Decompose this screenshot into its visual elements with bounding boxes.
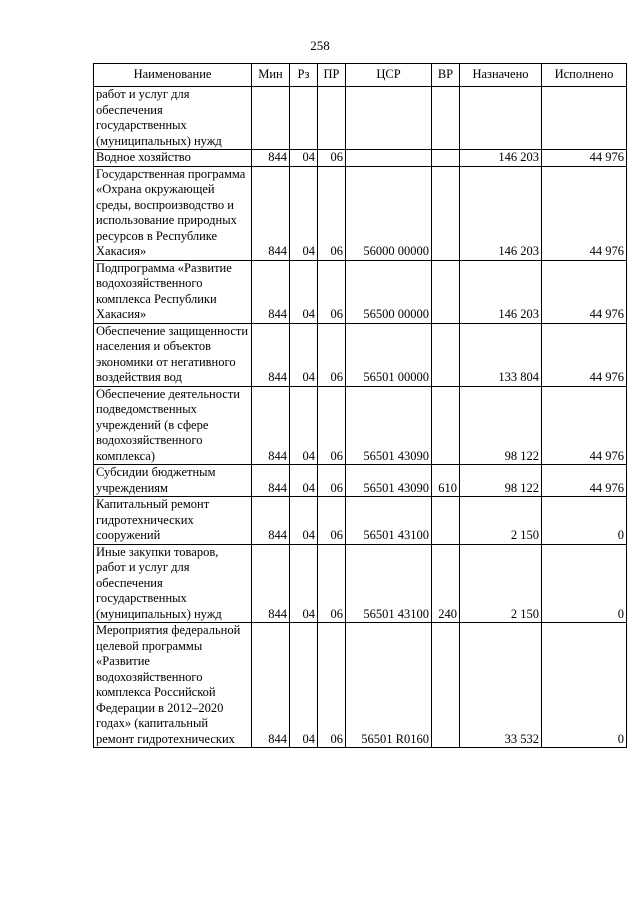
col-header-vr: ВР: [432, 64, 460, 87]
table-row: [94, 497, 627, 545]
cell-rz: 04: [290, 166, 318, 260]
cell-pr: 06: [318, 465, 346, 497]
cell-pr: 06: [318, 260, 346, 323]
cell-vr: [432, 166, 460, 260]
cell-vr: [432, 150, 460, 167]
cell-vr: [432, 323, 460, 386]
cell-rz: [290, 87, 318, 150]
cell-executed: 44 976: [542, 166, 627, 260]
cell-name: Мероприятия федеральной целевой программы «Развитие водохозяйственного комплекса Российской Федерации в 2012–2020 годах» (капитальный ремонт гидротехнических: [94, 623, 252, 748]
cell-vr: [432, 87, 460, 150]
cell-vr: [432, 497, 460, 545]
cell-pr: [318, 87, 346, 150]
cell-csr: 56501 43090: [346, 465, 432, 497]
cell-min: 844: [252, 323, 290, 386]
cell-rz: 04: [290, 386, 318, 465]
cell-rz: 04: [290, 260, 318, 323]
cell-min: 844: [252, 465, 290, 497]
table-row: [94, 150, 627, 167]
cell-name: Обеспечение деятельности подведомственных учреждений (в сфере водохозяйственного комплекса): [94, 386, 252, 465]
cell-csr: 56501 R0160: [346, 623, 432, 748]
cell-name: Иные закупки товаров, работ и услуг для обеспечения государственных (муниципальных) нужд: [94, 544, 252, 623]
cell-name: Обеспечение защищенности населения и объектов экономики от негативного воздействия вод: [94, 323, 252, 386]
cell-csr: 56500 00000: [346, 260, 432, 323]
cell-executed: 0: [542, 623, 627, 748]
cell-rz: 04: [290, 323, 318, 386]
cell-min: 844: [252, 260, 290, 323]
col-header-rz: Рз: [290, 64, 318, 87]
cell-pr: 06: [318, 166, 346, 260]
cell-assigned: 33 532: [460, 623, 542, 748]
col-header-min: Мин: [252, 64, 290, 87]
cell-vr: 610: [432, 465, 460, 497]
cell-min: 844: [252, 150, 290, 167]
cell-csr: [346, 87, 432, 150]
cell-name: Государственная программа «Охрана окружающей среды, воспроизводство и использование природных ресурсов в Республике Хакасия»: [94, 166, 252, 260]
cell-executed: 44 976: [542, 465, 627, 497]
cell-assigned: [460, 87, 542, 150]
cell-pr: 06: [318, 323, 346, 386]
cell-name: Капитальный ремонт гидротехнических сооружений: [94, 497, 252, 545]
cell-pr: 06: [318, 386, 346, 465]
cell-pr: 06: [318, 544, 346, 623]
cell-pr: 06: [318, 623, 346, 748]
table-row: [94, 623, 627, 748]
cell-min: 844: [252, 623, 290, 748]
table-row: [94, 87, 627, 150]
cell-name: работ и услуг для обеспечения государственных (муниципальных) нужд: [94, 87, 252, 150]
col-header-pr: ПР: [318, 64, 346, 87]
table-row: [94, 544, 627, 623]
cell-csr: [346, 150, 432, 167]
cell-csr: 56000 00000: [346, 166, 432, 260]
cell-min: [252, 87, 290, 150]
table-header-row: [94, 64, 627, 87]
cell-vr: 240: [432, 544, 460, 623]
table-body: [94, 87, 627, 748]
cell-name: Субсидии бюджетным учреждениям: [94, 465, 252, 497]
cell-rz: 04: [290, 465, 318, 497]
cell-assigned: 98 122: [460, 386, 542, 465]
table-row: [94, 323, 627, 386]
table-row: [94, 260, 627, 323]
col-header-executed: Исполнено: [542, 64, 627, 87]
table-row: [94, 166, 627, 260]
cell-executed: 44 976: [542, 150, 627, 167]
cell-csr: 56501 43100: [346, 497, 432, 545]
cell-pr: 06: [318, 497, 346, 545]
cell-name: Подпрограмма «Развитие водохозяйственного комплекса Республики Хакасия»: [94, 260, 252, 323]
cell-csr: 56501 43090: [346, 386, 432, 465]
cell-rz: 04: [290, 150, 318, 167]
cell-rz: 04: [290, 544, 318, 623]
page-number: 258: [310, 38, 330, 53]
cell-min: 844: [252, 166, 290, 260]
cell-csr: 56501 43100: [346, 544, 432, 623]
cell-pr: 06: [318, 150, 346, 167]
cell-csr: 56501 00000: [346, 323, 432, 386]
cell-assigned: 146 203: [460, 166, 542, 260]
table-row: [94, 386, 627, 465]
cell-vr: [432, 260, 460, 323]
budget-table: [93, 63, 627, 748]
col-header-assigned: Назначено: [460, 64, 542, 87]
cell-rz: 04: [290, 497, 318, 545]
cell-assigned: 2 150: [460, 544, 542, 623]
cell-executed: 44 976: [542, 386, 627, 465]
cell-executed: 44 976: [542, 323, 627, 386]
cell-executed: 0: [542, 544, 627, 623]
cell-assigned: 146 203: [460, 150, 542, 167]
cell-vr: [432, 623, 460, 748]
cell-executed: 44 976: [542, 260, 627, 323]
col-header-csr: ЦСР: [346, 64, 432, 87]
cell-min: 844: [252, 386, 290, 465]
cell-assigned: 98 122: [460, 465, 542, 497]
table-row: [94, 465, 627, 497]
cell-rz: 04: [290, 623, 318, 748]
cell-name: Водное хозяйство: [94, 150, 252, 167]
col-header-name: Наименование: [94, 64, 252, 87]
cell-assigned: 133 804: [460, 323, 542, 386]
cell-executed: [542, 87, 627, 150]
cell-executed: 0: [542, 497, 627, 545]
cell-assigned: 2 150: [460, 497, 542, 545]
cell-min: 844: [252, 544, 290, 623]
cell-min: 844: [252, 497, 290, 545]
cell-assigned: 146 203: [460, 260, 542, 323]
cell-vr: [432, 386, 460, 465]
